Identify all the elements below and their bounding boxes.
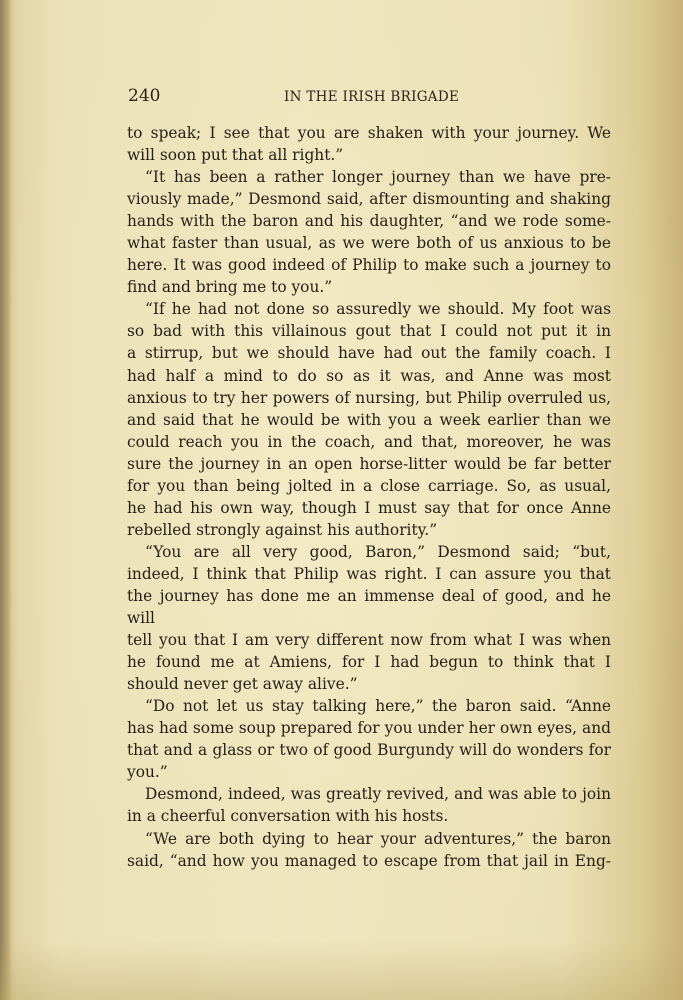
text-line: for you than being jolted in a close carriage. So, as usual, — [127, 476, 611, 495]
text-line: here. It was good indeed of Philip to make such a journey to — [127, 256, 611, 275]
text-line: what faster than usual, as we were both of us anxious to be — [127, 234, 611, 253]
text-line: “We are both dying to hear your adventures,” the baron — [145, 829, 611, 848]
text-line: “You are all very good, Baron,” Desmond said; “but, — [145, 542, 611, 561]
text-line: rebelled strongly against his authority.” — [127, 520, 438, 539]
text-line: sure the journey in an open horse-litter would be far better — [127, 454, 611, 473]
text-line: “Do not let us stay talking here,” the baron said. “Anne — [145, 697, 611, 716]
text-line: tell you that I am very different now from what I was when — [127, 631, 611, 650]
text-line: should never get away alive.” — [127, 675, 358, 694]
text-line: hands with the baron and his daughter, “and we rode some- — [127, 212, 611, 231]
text-line: in a cheerful conversation with his hosts. — [127, 807, 449, 826]
text-line: indeed, I think that Philip was right. I can assure you that — [127, 564, 611, 583]
text-line: had half a mind to do so as it was, and Anne was most — [127, 366, 611, 385]
text-line: find and bring me to you.” — [127, 278, 333, 297]
text-line: a stirrup, but we should have had out the family coach. I — [127, 344, 611, 363]
text-line: that and a glass or two of good Burgundy will do wonders for — [127, 741, 611, 760]
text-line: “It has been a rather longer journey than we have pre- — [145, 168, 611, 187]
text-line: and said that he would be with you a week earlier than we — [127, 410, 611, 429]
text-line: to speak; I see that you are shaken with your journey. We — [127, 124, 611, 142]
page-binding-edge — [0, 0, 12, 1000]
text-line: he found me at Amiens, for I had begun to think that I — [127, 653, 611, 672]
text-line: anxious to try her powers of nursing, but Philip overruled us, — [127, 388, 611, 407]
text-line: will soon put that all right.” — [127, 146, 344, 165]
text-line: Desmond, indeed, was greatly revived, and was able to join — [145, 785, 611, 804]
text-line: he had his own way, though I must say that for once Anne — [127, 498, 611, 517]
running-head: IN THE IRISH BRIGADE — [284, 89, 460, 105]
text-line: “If he had not done so assuredly we should. My foot was — [145, 300, 611, 319]
text-line: has had some soup prepared for you under her own eyes, and — [127, 719, 611, 738]
text-line: the journey has done me an immense deal of good, and he will — [127, 586, 611, 628]
body-text — [127, 122, 611, 872]
page-header — [128, 86, 612, 108]
text-line: could reach you in the coach, and that, moreover, he was — [127, 432, 611, 451]
page-number: 240 — [128, 86, 161, 106]
text-line: viously made,” Desmond said, after dismounting and shaking — [127, 190, 611, 209]
text-line: said, “and how you managed to escape from that jail in Eng- — [127, 851, 611, 870]
text-line: you.” — [127, 763, 168, 782]
text-line: so bad with this villainous gout that I could not put it in — [127, 322, 611, 341]
